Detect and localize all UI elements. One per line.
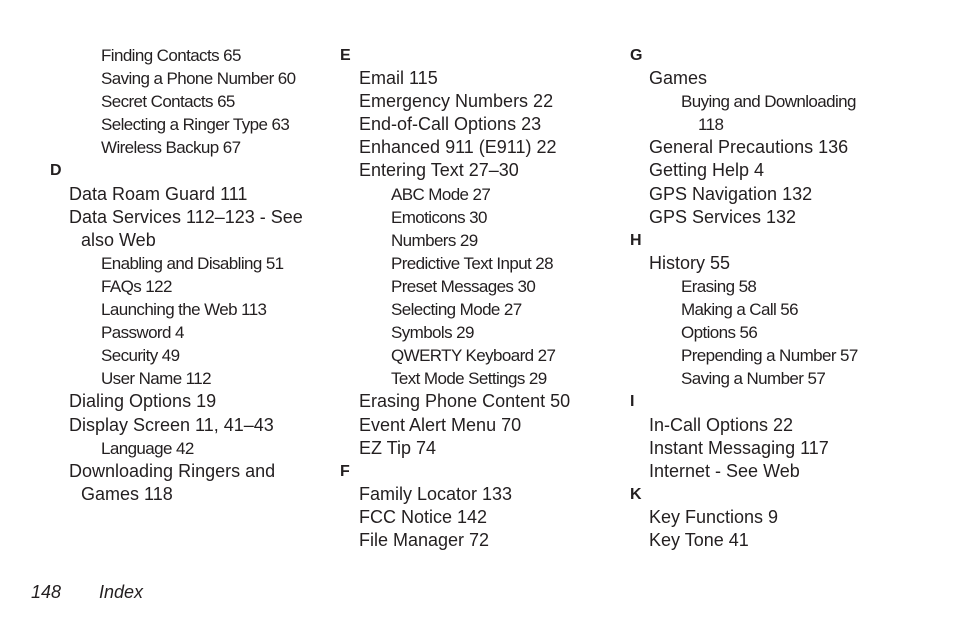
index-subentry: ABC Mode 27: [391, 184, 491, 204]
index-subentry: Secret Contacts 65: [101, 92, 235, 112]
index-entry: Enhanced 911 (E911) 22: [359, 137, 557, 158]
index-subentry: Erasing 58: [681, 276, 757, 296]
index-entry: Display Screen 11, 41–43: [69, 414, 274, 435]
index-entry: Getting Help 4: [649, 160, 765, 181]
index-column-2: [340, 44, 610, 552]
index-subentry: Launching the Web 113: [101, 300, 267, 320]
index-entry: Event Alert Menu 70: [359, 414, 522, 435]
index-entry: Key Functions 9: [649, 506, 779, 527]
index-subentry: Emoticons 30: [391, 207, 487, 227]
index-subentry: Finding Contacts 65: [101, 46, 241, 65]
index-entry-continuation: Games 118: [81, 483, 173, 504]
index-subentry: Buying and Downloading: [681, 92, 856, 112]
index-entry: Key Tone 41: [649, 529, 749, 550]
index-subentry: Saving a Phone Number 60: [101, 69, 296, 89]
index-entry: Entering Text 27–30: [359, 160, 519, 181]
index-letter-heading: K: [630, 485, 642, 503]
index-subentry: Wireless Backup 67: [101, 138, 241, 158]
index-entry: Emergency Numbers 22: [359, 91, 554, 112]
page-section-title: Index: [99, 582, 144, 602]
index-entry-continuation: also Web: [81, 229, 156, 250]
index-subentry: Preset Messages 30: [391, 276, 536, 296]
index-subentry: Options 56: [681, 323, 758, 343]
index-subentry: Predictive Text Input 28: [391, 253, 554, 273]
index-subentry-continuation: 118: [698, 115, 724, 135]
index-subentry: Making a Call 56: [681, 300, 799, 320]
index-letter-heading: G: [630, 47, 643, 64]
index-subentry: Selecting a Ringer Type 63: [101, 115, 290, 135]
index-letter-heading: H: [630, 231, 642, 249]
index-subentry: Password 4: [101, 323, 184, 343]
index-entry: In-Call Options 22: [649, 414, 794, 435]
index-subentry: Prepending a Number 57: [681, 346, 858, 366]
index-subentry: Security 49: [101, 346, 180, 366]
index-entry: FCC Notice 142: [359, 506, 488, 527]
index-entry: File Manager 72: [359, 529, 490, 550]
index-entry: History 55: [649, 252, 731, 273]
index-letter-heading: I: [630, 393, 635, 411]
index-entry: Instant Messaging 117: [649, 437, 829, 458]
page-number: 148: [31, 582, 62, 602]
index-entry: Downloading Ringers and: [69, 460, 276, 481]
index-letter-heading: E: [340, 47, 351, 64]
index-entry: Dialing Options 19: [69, 391, 217, 412]
index-subentry: Selecting Mode 27: [391, 300, 522, 320]
index-entry: Data Roam Guard 111: [69, 183, 248, 204]
index-entry: General Precautions 136: [649, 137, 849, 158]
index-subentry: Numbers 29: [391, 230, 478, 250]
index-subentry: Text Mode Settings 29: [391, 369, 547, 389]
index-subentry: User Name 112: [101, 369, 211, 389]
index-entry: Internet - See Web: [649, 460, 800, 481]
index-entry: End-of-Call Options 23: [359, 114, 542, 135]
index-entry: GPS Navigation 132: [649, 183, 813, 204]
index-letter-heading: D: [50, 162, 62, 180]
index-subentry: QWERTY Keyboard 27: [391, 346, 556, 366]
index-subentry: Enabling and Disabling 51: [101, 253, 284, 273]
index-entry: Data Services 112–123 - See: [69, 206, 303, 227]
index-entry: Family Locator 133: [359, 483, 513, 504]
index-column-3: [630, 44, 900, 552]
index-column-1: [50, 44, 320, 506]
index-entry: GPS Services 132: [649, 206, 797, 227]
index-subentry: Language 42: [101, 438, 194, 458]
index-entry: Erasing Phone Content 50: [359, 391, 571, 412]
index-entry: Email 115: [359, 68, 438, 89]
index-subentry: Symbols 29: [391, 323, 474, 343]
index-subentry: FAQs 122: [101, 276, 172, 296]
index-entry: EZ Tip 74: [359, 437, 437, 458]
index-subentry: Saving a Number 57: [681, 369, 826, 389]
index-letter-heading: F: [340, 462, 350, 480]
index-entry: Games: [649, 68, 708, 89]
